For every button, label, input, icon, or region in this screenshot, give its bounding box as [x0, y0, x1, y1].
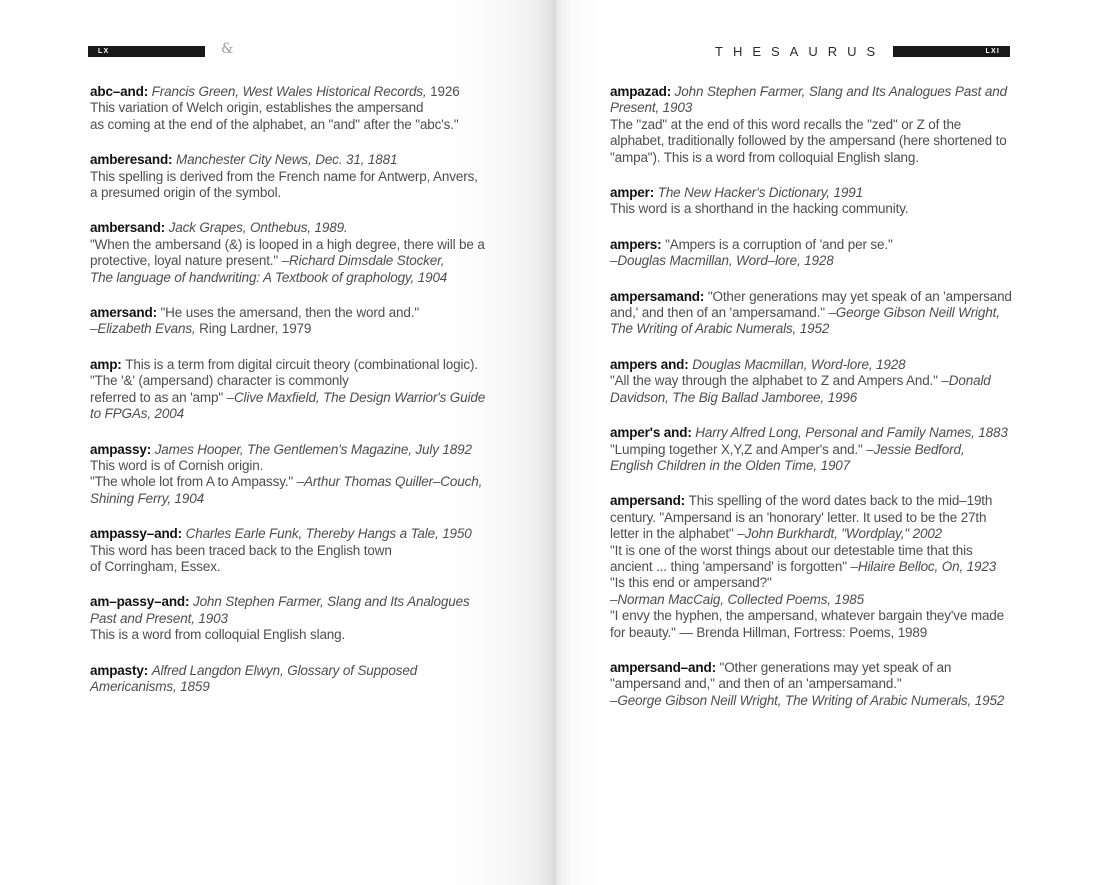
entry-line	[90, 679, 540, 695]
entry-line	[90, 357, 540, 373]
entry-line	[90, 406, 540, 422]
term-entry	[90, 526, 540, 575]
definition-text: "Is this end or ampersand?"	[610, 575, 772, 591]
term-entry	[90, 305, 540, 338]
citation-text: –Donald	[941, 373, 991, 389]
citation-text: –George Gibson Neill Wright,	[828, 305, 1000, 321]
definition-text: "ampa"). This is a word from colloquial English slang.	[610, 149, 919, 165]
citation-text: Manchester City News, Dec. 31, 1881	[175, 152, 398, 168]
entry-line	[90, 543, 540, 559]
definition-text: alphabet, traditionally followed by the ampersand (here shortened to	[610, 133, 1007, 149]
entry-line	[90, 169, 540, 185]
entry-line	[610, 693, 1085, 709]
definition-text: Ring Lardner, 1979	[195, 321, 312, 337]
citation-text: The Writing of Arabic Numerals, 1952	[610, 321, 830, 337]
term-entry	[610, 185, 1085, 218]
headword: ampers:	[610, 236, 666, 252]
entry-line	[90, 321, 540, 337]
citation-text: –Jessie Bedford,	[866, 441, 965, 457]
citation-text: –Richard Dimsdale Stocker,	[281, 253, 445, 269]
definition-text: "I envy the hyphen, the ampersand, whatever bargain they've made	[610, 608, 1005, 624]
term-entry	[90, 357, 540, 423]
headword: amersand:	[90, 305, 161, 321]
definition-text: protective, loyal nature present."	[90, 253, 282, 269]
entry-line	[90, 117, 540, 133]
entry-line	[90, 559, 540, 575]
page-number-right: LXI	[985, 48, 1000, 55]
term-entry	[610, 237, 1085, 270]
entry-line	[90, 458, 540, 474]
left-entries	[90, 84, 540, 714]
entry-line	[610, 425, 1085, 441]
citation-text: James Hooper, The Gentlemen's Magazine, July 1892	[154, 441, 472, 457]
term-entry	[610, 425, 1085, 474]
definition-text: This word has been traced back to the English town	[90, 542, 392, 558]
definition-text: 1926	[426, 84, 460, 99]
entry-line	[610, 357, 1085, 373]
entry-line	[610, 559, 1085, 575]
citation-text: –Elizabeth Evans,	[90, 321, 196, 337]
entry-line	[610, 253, 1085, 269]
citation-text: Present, 1903	[610, 100, 693, 116]
entry-line	[610, 133, 1085, 149]
definition-text: ancient ... thing 'ampersand' is forgotten"	[610, 558, 851, 574]
headword: ampers and:	[610, 356, 693, 372]
definition-text: "Lumping together X,Y,Z and Amper's and."	[610, 441, 867, 457]
ampersand-ornament-icon: &	[221, 41, 234, 57]
definition-text: This word is a shorthand in the hacking community.	[610, 201, 909, 217]
entry-line	[610, 237, 1085, 253]
headword: ampasty:	[90, 662, 152, 678]
citation-text: Francis Green, West Wales Historical Records,	[151, 84, 427, 99]
headword: am–passy–and:	[90, 594, 193, 610]
term-entry	[90, 663, 540, 696]
entry-line	[90, 491, 540, 507]
term-entry	[90, 220, 540, 286]
citation-text: Jack Grapes, Onthebus, 1989.	[168, 220, 348, 236]
entry-line	[610, 458, 1085, 474]
entry-line	[610, 660, 1085, 676]
definition-text: "He uses the amersand, then the word and."	[160, 305, 419, 321]
citation-text: John Stephen Farmer, Slang and Its Analogues	[192, 594, 470, 610]
definition-text: The "zad" at the end of this word recalls the "zed" or Z of the	[610, 116, 962, 132]
definition-text: This variation of Welch origin, establishes the ampersand	[90, 100, 424, 116]
entry-line	[610, 185, 1085, 201]
definition-text: as coming at the end of the alphabet, an "and" after the "abc's."	[90, 116, 459, 132]
citation-text: –Norman MacCaig, Collected Poems, 1985	[610, 591, 864, 607]
page-right	[556, 0, 1099, 885]
term-entry	[90, 442, 540, 508]
headword: ampassy–and:	[90, 526, 186, 542]
definition-text: letter in the alphabet"	[610, 526, 738, 542]
headword: amp:	[90, 356, 126, 372]
citation-text: Davidson, The Big Ballad Jamboree, 1996	[610, 389, 858, 405]
entry-line	[90, 442, 540, 458]
headword: ampersand:	[610, 493, 689, 509]
term-entry	[610, 84, 1085, 166]
headword: amberesand:	[90, 152, 176, 168]
running-head-title: THESAURUS	[715, 44, 886, 59]
citation-text: Shining Ferry, 1904	[90, 490, 204, 506]
term-entry	[90, 84, 540, 133]
definition-text: referred to as an 'amp"	[90, 389, 227, 405]
entry-line	[90, 84, 540, 100]
right-entries	[610, 84, 1085, 728]
citation-text: –Hilaire Belloc, On, 1923	[850, 558, 997, 574]
entry-line	[90, 373, 540, 389]
entry-line	[610, 150, 1085, 166]
entry-line	[610, 117, 1085, 133]
citation-text: John Stephen Farmer, Slang and Its Analogues Past and	[674, 84, 1007, 99]
citation-text: The New Hacker's Dictionary, 1991	[657, 185, 863, 201]
entry-line	[90, 185, 540, 201]
definition-text: a presumed origin of the symbol.	[90, 185, 282, 201]
entry-line	[610, 676, 1085, 692]
definition-text: and,' and then of an 'ampersamand."	[610, 305, 829, 321]
citation-text: Alfred Langdon Elwyn, Glossary of Supposed	[151, 662, 418, 678]
entry-line	[90, 627, 540, 643]
definition-text: "The whole lot from A to Ampassy."	[90, 474, 297, 490]
entry-line	[610, 592, 1085, 608]
term-entry	[90, 152, 540, 201]
citation-text: Americanisms, 1859	[90, 678, 210, 694]
term-entry	[610, 660, 1085, 709]
headword: ampersamand:	[610, 288, 708, 304]
entry-line	[90, 253, 540, 269]
entry-line	[610, 608, 1085, 624]
citation-text: English Children in the Olden Time, 1907	[610, 457, 851, 473]
definition-text: This is a term from digital circuit theory (combinational logic).	[125, 356, 478, 372]
definition-text: century. "Ampersand is an 'honorary' letter. It used to be the 27th	[610, 509, 987, 525]
term-entry	[90, 594, 540, 643]
definition-text: "All the way through the alphabet to Z and Ampers And."	[610, 373, 942, 389]
entry-line	[610, 373, 1085, 389]
folio-bar-left	[88, 46, 205, 57]
definition-text: "Other generations may yet speak of an	[719, 659, 952, 675]
definition-text: "Ampers is a corruption of 'and per se."	[665, 236, 893, 252]
citation-text: –John Burkhardt, "Wordplay," 2002	[737, 526, 943, 542]
headword: ampazad:	[610, 84, 675, 99]
citation-text: Past and Present, 1903	[90, 610, 228, 626]
entry-line	[90, 305, 540, 321]
citation-text: Douglas Macmillan, Word-lore, 1928	[692, 356, 906, 372]
definition-text: This spelling is derived from the French name for Antwerp, Anvers,	[90, 168, 478, 184]
page-number-left: LX	[98, 48, 110, 55]
entry-line	[90, 220, 540, 236]
citation-text: to FPGAs, 2004	[90, 406, 184, 422]
entry-line	[90, 390, 540, 406]
entry-line	[610, 510, 1085, 526]
entry-line	[610, 305, 1085, 321]
entry-line	[610, 575, 1085, 591]
definition-text: for beauty." — Brenda Hillman, Fortress: Poems, 1989	[610, 624, 928, 640]
citation-text: –Douglas Macmillan, Word–lore, 1928	[610, 253, 834, 269]
entry-line	[90, 611, 540, 627]
citation-text: The language of handwriting: A Textbook of graphology, 1904	[90, 269, 448, 285]
entry-line	[610, 543, 1085, 559]
entry-line	[610, 100, 1085, 116]
headword: amper:	[610, 185, 658, 201]
definition-text: This word is of Cornish origin.	[90, 457, 264, 473]
entry-line	[90, 100, 540, 116]
definition-text: "When the ambersand (&) is looped in a high degree, there will be a	[90, 236, 485, 252]
definition-text: "ampersand and," and then of an 'ampersamand."	[610, 676, 902, 692]
entry-line	[610, 84, 1085, 100]
definition-text: of Corringham, Essex.	[90, 558, 221, 574]
headword: amper's and:	[610, 425, 696, 441]
definition-text: "Other generations may yet speak of an 'ampersand	[707, 288, 1012, 304]
entry-line	[610, 201, 1085, 217]
headword: ampassy:	[90, 441, 155, 457]
entry-line	[610, 390, 1085, 406]
citation-text: Harry Alfred Long, Personal and Family Names, 1883	[695, 425, 1008, 441]
term-entry	[610, 493, 1085, 641]
entry-line	[90, 270, 540, 286]
entry-line	[90, 663, 540, 679]
entry-line	[610, 493, 1085, 509]
headword: ampersand–and:	[610, 659, 720, 675]
entry-line	[610, 442, 1085, 458]
entry-line	[610, 289, 1085, 305]
entry-line	[610, 321, 1085, 337]
entry-line	[90, 474, 540, 490]
entry-line	[610, 625, 1085, 641]
citation-text: –Arthur Thomas Quiller–Couch,	[296, 474, 483, 490]
folio-bar-right	[893, 46, 1010, 57]
citation-text: –George Gibson Neill Wright, The Writing of Arabic Numerals, 1952	[610, 692, 1005, 708]
headword: abc–and:	[90, 84, 152, 99]
term-entry	[610, 289, 1085, 338]
definition-text: "It is one of the worst things about our detestable time that this	[610, 542, 973, 558]
entry-line	[90, 594, 540, 610]
term-entry	[610, 357, 1085, 406]
definition-text: This is a word from colloquial English slang.	[90, 627, 346, 643]
entry-line	[610, 526, 1085, 542]
definition-text: "The '&' (ampersand) character is commonly	[90, 373, 349, 389]
definition-text: This spelling of the word dates back to the mid–19th	[688, 493, 993, 509]
citation-text: Charles Earle Funk, Thereby Hangs a Tale, 1950	[185, 526, 472, 542]
headword: ambersand:	[90, 220, 169, 236]
citation-text: –Clive Maxfield, The Design Warrior's Guide	[226, 389, 486, 405]
entry-line	[90, 526, 540, 542]
entry-line	[90, 152, 540, 168]
entry-line	[90, 237, 540, 253]
